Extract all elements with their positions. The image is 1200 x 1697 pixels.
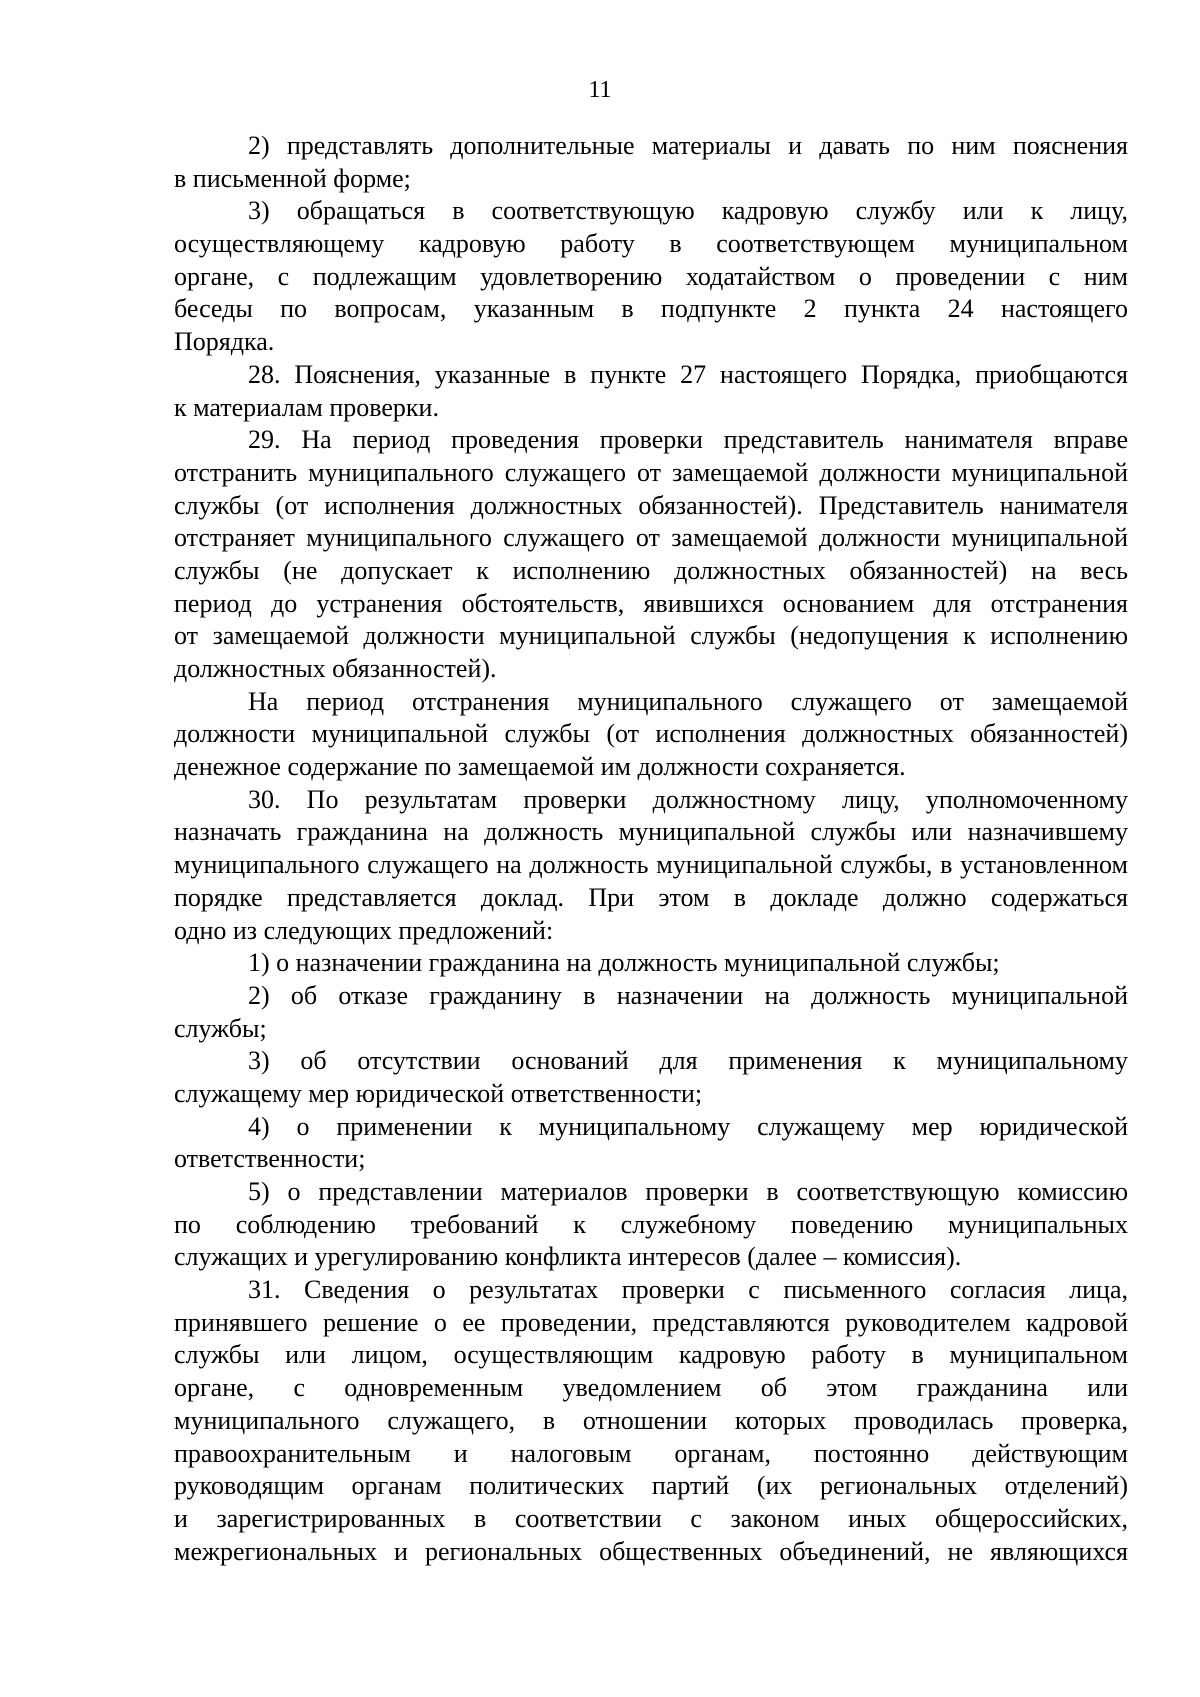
paragraph-p-30-2 xyxy=(174,980,1128,1045)
text-line: правоохранительным и налоговым органам, постоянно действующим xyxy=(174,1438,1128,1468)
text-line: муниципального служащего на должность муниципальной службы, в установленном xyxy=(174,850,1128,880)
paragraph-p-item-3 xyxy=(174,195,1128,358)
paragraph-p-item-2 xyxy=(174,130,1128,195)
text-line: отстраняет муниципального служащего от замещаемой должности муниципальной xyxy=(174,523,1128,553)
text-line: в письменной форме; xyxy=(174,163,411,193)
text-line: одно из следующих предложений: xyxy=(174,915,554,945)
text-line: денежное содержание по замещаемой им должности сохраняется. xyxy=(174,752,906,782)
paragraph-p-30-5 xyxy=(174,1176,1128,1274)
text-line: и зарегистрированных в соответствии с законом иных общероссийских, xyxy=(174,1503,1128,1533)
text-line: порядке представляется доклад. При этом в докладе должно содержаться xyxy=(174,882,1128,912)
paragraph-p-28 xyxy=(174,359,1128,424)
text-line: к материалам проверки. xyxy=(174,392,439,422)
text-line: службы или лицом, осуществляющим кадровую работу в муниципальном xyxy=(174,1340,1128,1370)
text-line: службы; xyxy=(174,1013,267,1043)
text-line: осуществляющему кадровую работу в соответствующем муниципальном xyxy=(174,229,1128,259)
text-line: службы (не допускает к исполнению должностных обязанностей) на весь xyxy=(174,555,1128,585)
text-line: Порядка. xyxy=(174,327,275,357)
text-line: от замещаемой должности муниципальной службы (недопущения к исполнению xyxy=(174,621,1128,651)
text-line: службы (от исполнения должностных обязанностей). Представитель нанимателя xyxy=(174,490,1128,520)
text-line: 29. На период проведения проверки представитель нанимателя вправе xyxy=(248,425,1128,455)
text-line: муниципального служащего, в отношении которых проводилась проверка, xyxy=(174,1405,1128,1435)
text-line: беседы по вопросам, указанным в подпункте 2 пункта 24 настоящего xyxy=(174,294,1128,324)
text-line: органе, с одновременным уведомлением об этом гражданина или xyxy=(174,1373,1128,1403)
text-line: 3) об отсутствии оснований для применения к муниципальному xyxy=(248,1046,1128,1076)
paragraph-p-29-2 xyxy=(174,686,1128,784)
text-line: принявшего решение о ее проведении, представляются руководителем кадровой xyxy=(174,1307,1128,1337)
text-line: отстранить муниципального служащего от замещаемой должности муниципальной xyxy=(174,457,1128,487)
paragraph-p-30-4 xyxy=(174,1111,1128,1176)
text-line: 31. Сведения о результатах проверки с письменного согласия лица, xyxy=(248,1275,1128,1305)
text-line: назначать гражданина на должность муниципальной службы или назначившему xyxy=(174,817,1128,847)
text-line: органе, с подлежащим удовлетворению ходатайством о проведении с ним xyxy=(174,261,1128,291)
text-line: должности муниципальной службы (от исполнения должностных обязанностей) xyxy=(174,719,1128,749)
text-line: 1) о назначении гражданина на должность муниципальной службы; xyxy=(248,948,1000,978)
text-line: 28. Пояснения, указанные в пункте 27 настоящего Порядка, приобщаются xyxy=(248,359,1128,389)
paragraph-p-29 xyxy=(174,424,1128,686)
text-line: 4) о применении к муниципальному служащему мер юридической xyxy=(248,1111,1128,1141)
text-line: по соблюдению требований к служебному поведению муниципальных xyxy=(174,1209,1128,1239)
paragraph-p-30-1 xyxy=(174,947,1128,980)
text-line: 2) представлять дополнительные материалы и давать по ним пояснения xyxy=(248,131,1128,160)
paragraph-p-30-3 xyxy=(174,1045,1128,1110)
text-line: межрегиональных и региональных общественных объединений, не являющихся xyxy=(174,1536,1128,1566)
text-line: период до устранения обстоятельств, явившихся основанием для отстранения xyxy=(174,588,1128,618)
text-line: 3) обращаться в соответствующую кадровую службу или к лицу, xyxy=(248,196,1128,226)
text-line: 30. По результатам проверки должностному лицу, уполномоченному xyxy=(248,784,1128,814)
paragraph-p-30 xyxy=(174,784,1128,947)
text-line: 5) о представлении материалов проверки в соответствующую комиссию xyxy=(248,1177,1128,1206)
text-line: служащему мер юридической ответственности; xyxy=(174,1078,703,1108)
document-body xyxy=(174,130,1128,1568)
text-line: ответственности; xyxy=(174,1144,366,1174)
paragraph-p-31 xyxy=(174,1274,1128,1568)
text-line: должностных обязанностей). xyxy=(174,654,497,683)
text-line: руководящим органам политических партий (их региональных отделений) xyxy=(174,1471,1128,1501)
text-line: 2) об отказе гражданину в назначении на должность муниципальной xyxy=(248,980,1128,1010)
text-line: служащих и урегулированию конфликта интересов (далее – комиссия). xyxy=(174,1242,962,1272)
text-line: На период отстранения муниципального служащего от замещаемой xyxy=(248,686,1128,716)
page-number: 11 xyxy=(588,77,612,103)
